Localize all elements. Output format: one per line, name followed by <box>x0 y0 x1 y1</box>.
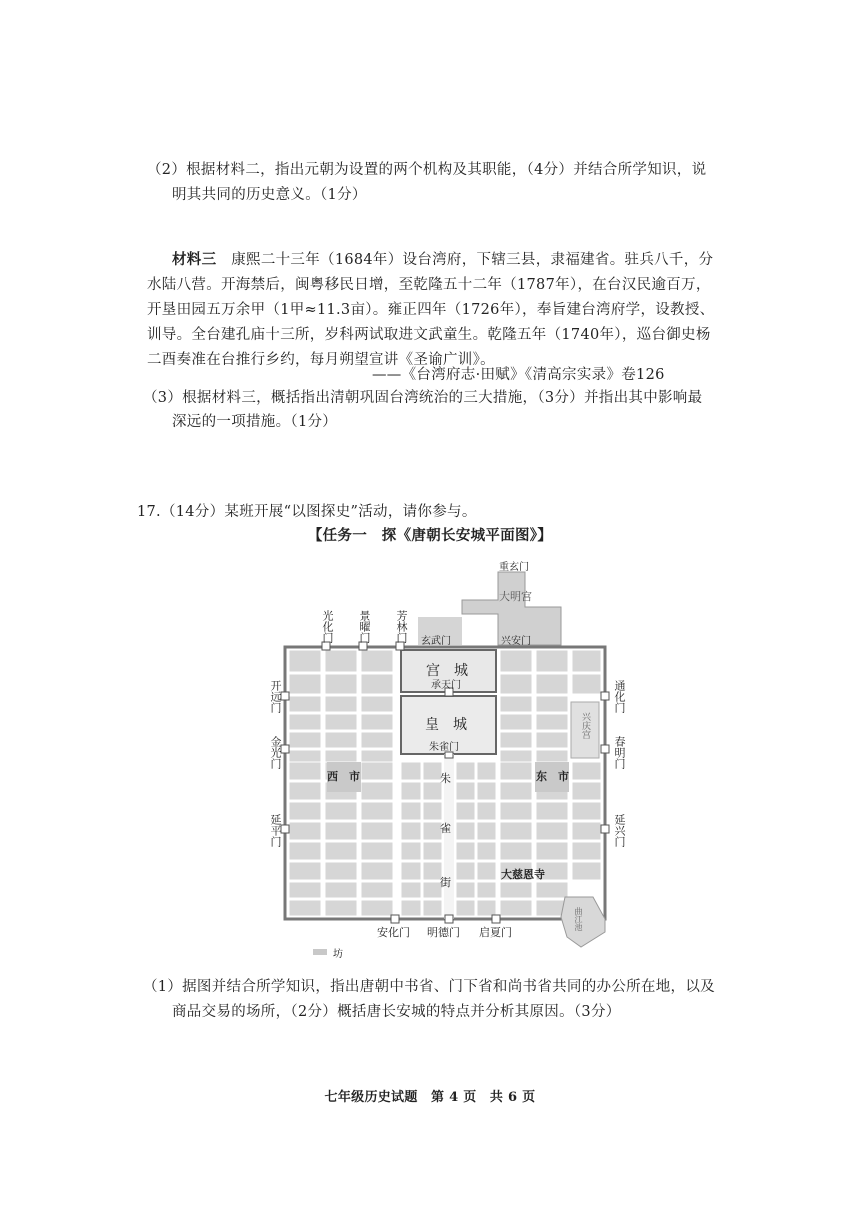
ward-block <box>325 900 357 916</box>
q17-stem: 17.（14分）某班开展“以图探史”活动，请你参与。 <box>137 504 477 520</box>
ward-block <box>289 674 321 694</box>
gate-jingyao-label: 景曜门 <box>358 610 371 643</box>
ward-block <box>500 762 532 780</box>
ward-block <box>423 802 442 820</box>
west-market-label: 西 市 <box>327 770 360 783</box>
ward-block <box>361 882 393 898</box>
q17-1-line1: （1）据图并结合所学知识，指出唐朝中书省、门下省和尚书省共同的办公所在地，以及 <box>143 979 715 995</box>
ward-block <box>401 822 421 840</box>
ward-block <box>361 732 393 748</box>
ward-block <box>500 782 532 800</box>
gate-mingde-label: 明德门 <box>427 926 460 939</box>
ward-block <box>361 762 393 780</box>
ward-block <box>289 696 321 712</box>
ward-block <box>325 862 357 880</box>
ward-block <box>289 900 321 916</box>
material3-line1 <box>172 248 713 269</box>
ward-block <box>477 782 496 800</box>
ward-block <box>456 862 475 880</box>
ward-block <box>572 802 601 820</box>
ward-block <box>289 802 321 820</box>
daming-label: 大明宫 <box>499 590 532 603</box>
ward-block <box>536 882 568 898</box>
q3-line2: 深远的一项措施。（1分） <box>172 414 338 430</box>
q17-1-line2: 商品交易的场所，（2分）概括唐长安城的特点并分析其原因。（3分） <box>172 1004 621 1020</box>
gate-jinguang-label: 金光门 <box>269 736 282 769</box>
ward-block <box>572 842 601 860</box>
ward-block <box>536 696 568 712</box>
ward-block <box>500 900 532 916</box>
chengtian-gate-label: 承天门 <box>431 680 461 691</box>
ward-block <box>500 842 532 860</box>
ward-block <box>361 822 393 840</box>
ward-block <box>361 674 393 694</box>
street-char-2: 雀 <box>440 822 451 835</box>
ward-block <box>500 650 532 672</box>
ward-block <box>325 822 357 840</box>
ward-block <box>361 696 393 712</box>
ward-block <box>423 842 442 860</box>
ward-block <box>325 842 357 860</box>
task1-title: 【任务一 探《唐朝长安城平面图》】 <box>307 527 553 544</box>
ward-block <box>325 802 357 820</box>
ward-block <box>289 762 321 780</box>
ward-block <box>361 900 393 916</box>
zhuque-gate-label: 朱雀门 <box>429 742 459 753</box>
ward-block <box>325 674 357 694</box>
gate-tonghua-label: 通化门 <box>613 680 626 713</box>
ward-block <box>325 696 357 712</box>
gate-xuanwu-label: 玄武门 <box>421 636 451 647</box>
ward-block <box>325 732 357 748</box>
east-market-label: 东 市 <box>536 770 569 783</box>
ward-block <box>423 900 442 916</box>
material3-label: 材料三 <box>172 251 217 268</box>
material3-source: ——《台湾府志·田赋》《清高宗实录》卷126 <box>372 367 665 383</box>
material3-line5: 二酉奏准在台推行乡约，每月朔望宣讲《圣谕广训》。 <box>147 352 495 368</box>
ward-block <box>500 674 532 694</box>
legend-label: 坊 <box>333 949 343 960</box>
ward-block <box>477 882 496 898</box>
ward-block <box>361 650 393 672</box>
gate-fanglin-label: 芳林门 <box>395 610 408 643</box>
ward-block <box>401 900 421 916</box>
ward-block <box>500 882 532 898</box>
ward-block <box>361 782 393 800</box>
ward-block <box>325 882 357 898</box>
ward-block <box>572 782 601 800</box>
ward-block <box>289 782 321 800</box>
ward-block <box>456 882 475 898</box>
changan-map-svg <box>255 552 625 964</box>
q2-line2: 明其共同的历史意义。（1分） <box>172 187 367 203</box>
ward-block <box>572 674 601 694</box>
ward-block <box>456 842 475 860</box>
ward-block <box>477 822 496 840</box>
gate-qixia-label: 启夏门 <box>479 926 512 939</box>
ward-block <box>401 862 421 880</box>
gate-yanping-label: 延平门 <box>269 814 282 847</box>
ward-block <box>325 650 357 672</box>
qujiang-label: 曲江池 <box>574 907 583 931</box>
gate-chunming-label: 春明门 <box>613 736 626 769</box>
ward-block <box>456 762 475 780</box>
material3-line4: 训导。全台建孔庙十三所，岁科两试取进文武童生。乾隆五年（1740年），巡台御史杨 <box>147 327 711 343</box>
ward-block <box>401 762 421 780</box>
ward-block <box>477 900 496 916</box>
ward-block <box>401 782 421 800</box>
dacien-label: 大慈恩寺 <box>501 868 545 881</box>
gate-yanxing-label: 延兴门 <box>613 814 626 847</box>
palace-city-label: 宫 城 <box>426 663 468 679</box>
material3-line3: 开垦田园五万余甲（1甲≈11.3亩）。雍正四年（1726年），奉旨建台湾府学，设教授、 <box>147 302 715 318</box>
ward-block <box>572 822 601 840</box>
changan-map <box>255 552 625 964</box>
material3-line2: 水陆八营。开海禁后，闽粤移民日增，至乾隆五十二年（1787年），在台汉民逾百万， <box>147 277 711 293</box>
ward-block <box>536 650 568 672</box>
ward-block <box>361 714 393 730</box>
gate-anhua-label: 安化门 <box>377 926 410 939</box>
ward-block <box>572 862 601 880</box>
legend-swatch <box>313 949 327 955</box>
ward-block <box>289 714 321 730</box>
ward-block <box>456 802 475 820</box>
ward-block <box>289 822 321 840</box>
ward-block <box>572 650 601 672</box>
ward-block <box>401 882 421 898</box>
imperial-city-label: 皇 城 <box>425 717 467 733</box>
ward-block <box>500 802 532 820</box>
ward-block <box>572 762 601 780</box>
ward-block <box>500 732 532 748</box>
street-char-1: 朱 <box>440 772 451 785</box>
ward-block <box>536 674 568 694</box>
ward-block <box>477 762 496 780</box>
ward-block <box>500 822 532 840</box>
ward-block <box>401 842 421 860</box>
ward-block <box>289 882 321 898</box>
ward-block <box>456 782 475 800</box>
ward-block <box>477 802 496 820</box>
gate-chongxuan-label: 重玄门 <box>499 562 529 573</box>
ward-block <box>325 714 357 730</box>
ward-block <box>289 842 321 860</box>
ward-block <box>361 802 393 820</box>
ward-block <box>456 822 475 840</box>
ward-block <box>456 900 475 916</box>
ward-block <box>500 696 532 712</box>
ward-block <box>536 842 568 860</box>
ward-block <box>536 714 568 730</box>
ward-block <box>477 862 496 880</box>
xingqing-label: 兴庆宫 <box>580 712 590 739</box>
ward-block <box>536 802 568 820</box>
page-footer: 七年级历史试题 第 4 页 共 6 页 <box>324 1090 536 1105</box>
gate-kaiyuan-label: 开远门 <box>269 680 282 713</box>
q3-line1: （3）根据材料三，概括指出清朝巩固台湾统治的三大措施，（3分）并指出其中影响最 <box>143 390 703 406</box>
ward-block <box>536 822 568 840</box>
q2-line1: （2）根据材料二，指出元朝为设置的两个机构及其职能，（4分）并结合所学知识，说 <box>147 162 707 178</box>
ward-block <box>500 714 532 730</box>
ward-block <box>361 842 393 860</box>
ward-block <box>536 732 568 748</box>
street-char-3: 街 <box>440 876 451 889</box>
ward-block <box>289 862 321 880</box>
ward-block <box>289 732 321 748</box>
gate-guanghua-label: 光化门 <box>321 610 334 643</box>
ward-block <box>401 802 421 820</box>
material3-text1: 康熙二十三年（1684年）设台湾府，下辖三县，隶福建省。驻兵八千，分 <box>231 252 714 268</box>
ward-block <box>361 862 393 880</box>
gate-xingan-label: 兴安门 <box>501 636 531 647</box>
ward-block <box>289 650 321 672</box>
ward-block <box>477 842 496 860</box>
